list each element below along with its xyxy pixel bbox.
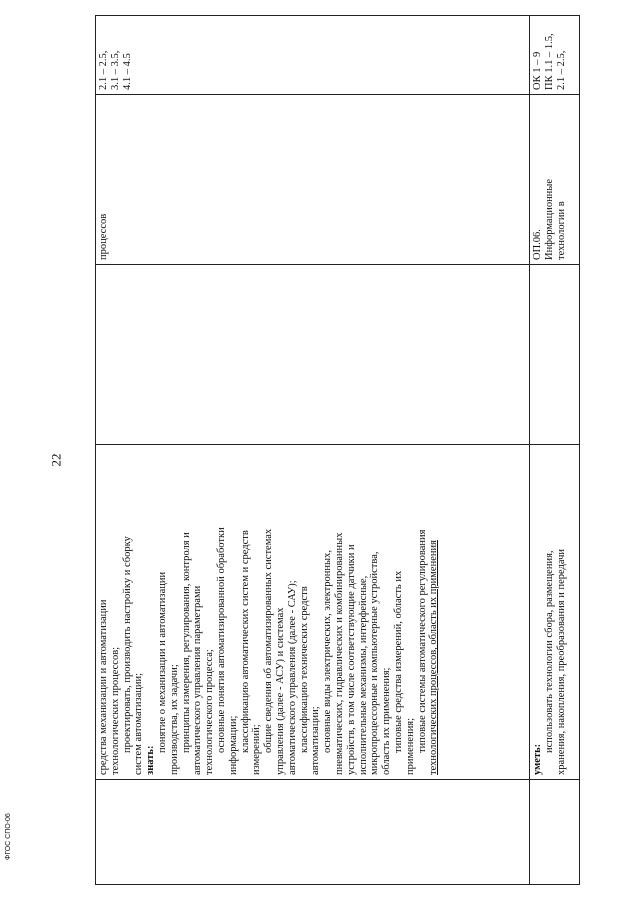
competencies-cell <box>96 14 529 94</box>
index-cell <box>96 779 529 884</box>
content-line: устройств, в том числе соответствующие датчики и <box>345 544 357 775</box>
content-line: автоматизации; <box>310 706 322 775</box>
content-line: общие сведения об автоматизированных системах <box>263 528 275 753</box>
hours-cell <box>96 264 529 444</box>
discipline-line: технологии в <box>555 201 567 260</box>
discipline-line: Информационные <box>543 178 555 260</box>
discipline-line: ОП.06. <box>532 229 543 260</box>
content-line: проектировать, производить настройку и сборку <box>121 536 133 753</box>
competency-line: 4.1 – 4.5 <box>121 53 133 90</box>
content-line: уметь: <box>532 743 543 775</box>
content-line: производства, их задачи; <box>168 664 180 775</box>
content-line: типовые системы автоматического регулирования <box>416 529 428 753</box>
content-line: хранения, накопления, преобразования и передачи <box>555 548 567 775</box>
rotated-table <box>95 15 580 885</box>
content-line: область их применения; <box>381 667 393 775</box>
footer-mark: ФГОС СПО-06 <box>5 813 12 860</box>
content-line: основные понятия автоматизированной обработки <box>215 527 227 753</box>
content-line: использовать технологии сбора, размещения, <box>543 550 555 753</box>
content-line: автоматического управления параметрами <box>192 585 204 775</box>
content-line: исполнительные механизмы, интерфейсные, <box>357 575 369 775</box>
content-line: технологических процессов; <box>109 646 121 775</box>
content-line: средства механизации и автоматизации <box>98 599 109 775</box>
competency-line: 2.1 – 2.5, <box>98 50 109 90</box>
content-cell <box>96 444 529 779</box>
content-line: применения; <box>404 717 416 775</box>
content-line: классификацию технических средств <box>298 586 310 753</box>
content-line: автоматического управления (далее - САУ); <box>286 580 298 775</box>
competency-line: ПК 1.1 – 1.5, <box>543 33 555 90</box>
content-line: технологических процессов, область их применения <box>428 540 440 775</box>
discipline-cell <box>96 94 529 264</box>
content-line: типовые средства измерений, область их <box>392 570 404 753</box>
content-line: принципы измерения, регулирования, контроля и <box>180 532 192 753</box>
index-cell <box>530 779 579 884</box>
discipline-cell <box>530 94 579 264</box>
competency-line: ОК 1 – 9 <box>532 51 543 90</box>
page-number: 22 <box>48 453 64 467</box>
content-line: измерений; <box>251 724 263 775</box>
content-line: классификацию автоматических систем и средств <box>239 530 251 753</box>
content-line: систем автоматизации; <box>133 672 145 775</box>
content-line: понятие о механизации и автоматизации <box>156 571 168 753</box>
competency-line: 3.1 – 3.5, <box>109 50 121 90</box>
content-cell <box>530 444 579 779</box>
competencies-cell <box>530 14 579 94</box>
table-row <box>530 15 580 885</box>
competency-line: 2.1 – 2.5, <box>555 50 567 90</box>
content-line: информации; <box>227 715 239 775</box>
table-row <box>95 15 530 885</box>
content-line: знать: <box>145 745 157 775</box>
hours-cell <box>530 264 579 444</box>
content-line: технологического процесса; <box>204 649 216 775</box>
discipline-text: процессов <box>98 213 109 260</box>
content-line: пневматических, гидравлических и комбинированных <box>333 532 345 775</box>
content-line: управления (далее - АСУ) и системах <box>274 607 286 775</box>
content-line: микропроцессорные и компьютерные устройства, <box>369 551 381 775</box>
content-line: основные виды электрических, электронных, <box>322 550 334 753</box>
